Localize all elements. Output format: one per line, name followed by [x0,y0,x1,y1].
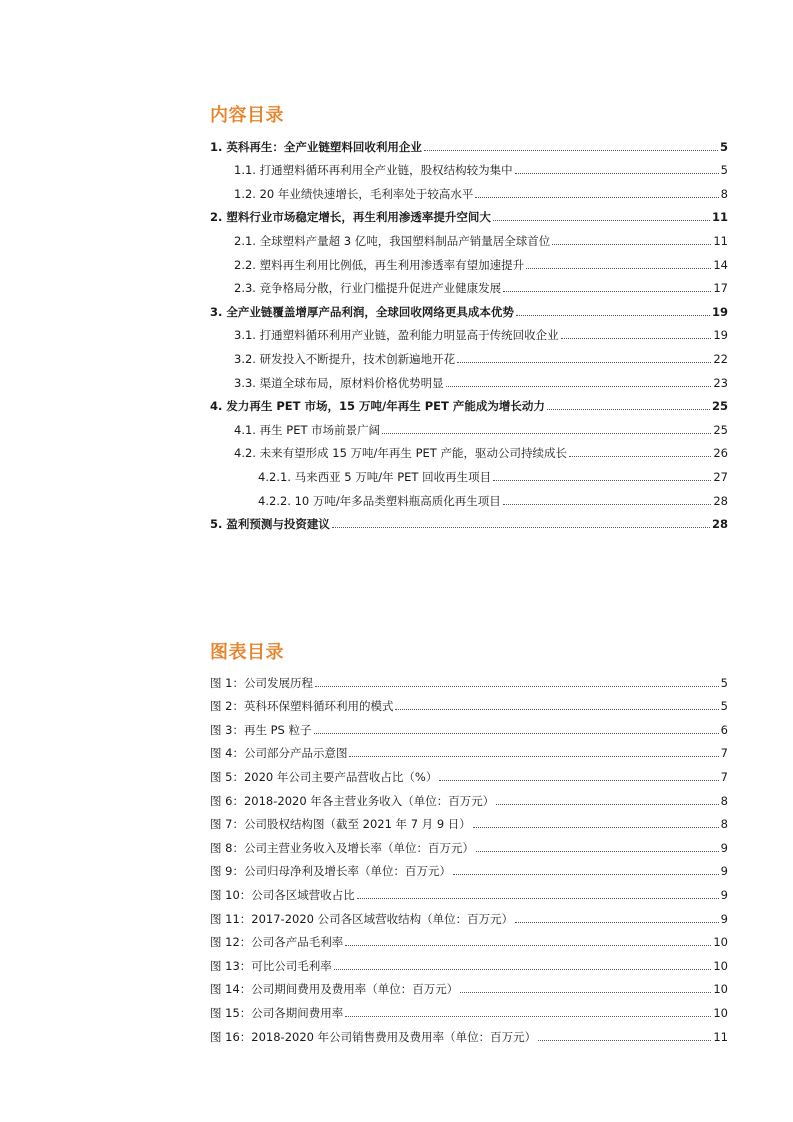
toc-entry-text: 1. 英科再生：全产业链塑料回收利用企业 [210,139,422,154]
figure-entry-text: 图 1：公司发展历程 [210,675,313,690]
dot-leader [395,709,718,710]
figure-entry[interactable] [210,949,728,973]
figure-entry-page: 6 [720,722,728,737]
figure-entry-text: 图 13：可比公司毛利率 [210,958,332,973]
figure-entry-text: 图 8：公司主营业务收入及增长率（单位：百万元） [210,840,474,855]
toc-entry-text: 4.1. 再生 PET 市场前景广阔 [234,422,381,437]
dot-leader [515,922,719,923]
dot-leader [526,268,711,269]
toc-entry-page: 11 [713,233,728,248]
dot-leader [349,756,718,757]
figure-entry[interactable] [210,737,728,761]
dot-leader [547,409,710,410]
toc-entry[interactable] [210,508,728,532]
toc-entry-text: 4.2.2. 10 万吨/年多品类塑料瓶高质化再生项目 [258,493,501,508]
dot-leader [569,456,711,457]
figure-entry-text: 图 7：公司股权结构图（截至 2021 年 7 月 9 日） [210,817,471,832]
toc-entry-text: 5. 盈利预测与投资建议 [210,517,330,532]
figure-entry[interactable] [210,973,728,997]
dot-leader [439,780,718,781]
figure-entry-page: 9 [720,840,728,855]
dot-leader [493,480,711,481]
toc-entry[interactable] [210,272,728,296]
figure-entry[interactable] [210,996,728,1020]
toc-entry[interactable] [210,342,728,366]
toc-entry[interactable] [210,460,728,484]
toc-entry-text: 3.2. 研发投入不断提升，技术创新遍地开花 [234,351,456,366]
dot-leader [332,527,710,528]
toc-entry-page: 23 [713,375,728,390]
figure-entry[interactable] [210,713,728,737]
figure-entry[interactable] [210,808,728,832]
list-of-figures [210,666,728,1044]
toc-entry-page: 27 [713,469,728,484]
toc-entry[interactable] [210,130,728,154]
figure-entry-page: 9 [720,911,728,926]
dot-leader [503,291,711,292]
figure-entry-page: 11 [713,1029,728,1044]
toc-entry-page: 5 [720,163,728,178]
dot-leader [503,504,712,505]
figure-entry-page: 5 [720,699,728,714]
toc-entry-text: 3.1. 打通塑料循环利用产业链，盈利能力明显高于传统回收企业 [234,328,559,343]
figure-entry[interactable] [210,760,728,784]
toc-entry-text: 4. 发力再生 PET 市场，15 万吨/年再生 PET 产能成为增长动力 [210,399,545,414]
figure-entry-text: 图 6：2018-2020 年各主营业务收入（单位：百万元） [210,793,495,808]
dot-leader [496,804,718,805]
toc-entry-text: 2.1. 全球塑料产量超 3 亿吨，我国塑料制品产销量居全球首位 [234,233,551,248]
toc-entry-page: 5 [719,139,728,154]
figure-entry-page: 9 [720,864,728,879]
dot-leader [538,1040,711,1041]
toc-entry-page: 25 [711,399,728,414]
toc-entry-page: 28 [713,493,728,508]
figure-entry-page: 8 [720,793,728,808]
toc-entry-page: 22 [713,351,728,366]
toc-entry-text: 4.2. 未来有望形成 15 万吨/年再生 PET 产能，驱动公司持续成长 [234,446,567,461]
figure-entry-text: 图 15：公司各期间费用率 [210,1005,344,1020]
toc-entry-text: 3. 全产业链覆盖增厚产品利润，全球回收网络更具成本优势 [210,304,514,319]
dot-leader [473,827,719,828]
figure-entry-page: 10 [713,982,728,997]
toc-entry-page: 17 [713,281,728,296]
figure-entry-text: 图 4：公司部分产品示意图 [210,746,348,761]
toc-entry[interactable] [210,224,728,248]
dot-leader [475,197,718,198]
toc-entry-text: 3.3. 渠道全球布局，原材料价格优势明显 [234,375,444,390]
dot-leader [382,433,711,434]
dot-leader [315,686,719,687]
dot-leader [552,244,711,245]
toc-entry-page: 11 [711,210,728,225]
figure-entry-page: 8 [720,817,728,832]
figure-entry[interactable] [210,855,728,879]
figure-entry-page: 10 [713,958,728,973]
figure-entry[interactable] [210,666,728,690]
toc-entry[interactable] [210,248,728,272]
toc-entry-text: 2. 塑料行业市场稳定增长，再生利用渗透率提升空间大 [210,210,491,225]
toc-entry-page: 26 [713,446,728,461]
dot-leader [345,945,711,946]
figure-entry[interactable] [210,926,728,950]
table-of-contents [210,130,728,531]
dot-leader [314,733,719,734]
figure-entry-page: 9 [720,887,728,902]
toc-entry[interactable] [210,201,728,225]
toc-entry[interactable] [210,366,728,390]
toc-entry-page: 19 [711,304,728,319]
dot-leader [334,969,712,970]
figure-entry-text: 图 14：公司期间费用及费用率（单位：百万元） [210,982,459,997]
toc-entry[interactable] [210,319,728,343]
dot-leader [446,386,712,387]
dot-leader [493,220,710,221]
toc-entry[interactable] [210,177,728,201]
toc-entry-page: 28 [711,517,728,532]
toc-entry[interactable] [210,390,728,414]
dot-leader [345,1016,711,1017]
figure-entry-page: 7 [720,769,728,784]
toc-entry-text: 2.3. 竞争格局分散，行业门槛提升促进产业健康发展 [234,281,502,296]
dot-leader [457,362,711,363]
figure-entry[interactable] [210,784,728,808]
dot-leader [357,898,719,899]
figure-entry-text: 图 10：公司各区域营收占比 [210,887,355,902]
toc-entry[interactable] [210,484,728,508]
toc-entry-page: 25 [713,422,728,437]
toc-title: 内容目录 [210,105,284,126]
figure-entry-text: 图 2：英科环保塑料循环利用的模式 [210,699,394,714]
dot-leader [460,992,711,993]
figure-list-title: 图表目录 [210,642,284,663]
dot-leader [453,874,719,875]
toc-entry-text: 2.2. 塑料再生利用比例低，再生利用渗透率有望加速提升 [234,257,525,272]
figure-entry[interactable] [210,878,728,902]
figure-entry-text: 图 16：2018-2020 年公司销售费用及费用率（单位：百万元） [210,1029,537,1044]
figure-entry[interactable] [210,1020,728,1044]
toc-entry-page: 14 [713,257,728,272]
toc-entry[interactable] [210,437,728,461]
figure-entry-text: 图 9：公司归母净利及增长率（单位：百万元） [210,864,451,879]
figure-entry-text: 图 3：再生 PS 粒子 [210,722,312,737]
figure-entry-page: 7 [720,746,728,761]
toc-entry-text: 1.1. 打通塑料循环再利用全产业链，股权结构较为集中 [234,163,513,178]
figure-entry-page: 10 [713,935,728,950]
dot-leader [476,851,719,852]
toc-entry-page: 19 [713,328,728,343]
figure-entry[interactable] [210,831,728,855]
dot-leader [561,338,712,339]
figure-entry-text: 图 12：公司各产品毛利率 [210,935,344,950]
dot-leader [516,315,710,316]
figure-entry[interactable] [210,902,728,926]
toc-entry-text: 4.2.1. 马来西亚 5 万吨/年 PET 回收再生项目 [258,469,492,484]
figure-entry-page: 10 [713,1005,728,1020]
figure-entry-page: 5 [720,675,728,690]
dot-leader [515,173,719,174]
toc-entry[interactable] [210,413,728,437]
figure-entry-text: 图 11：2017-2020 公司各区域营收结构（单位：百万元） [210,911,514,926]
toc-entry[interactable] [210,154,728,178]
toc-entry-text: 1.2. 20 年业绩快速增长，毛利率处于较高水平 [234,186,474,201]
toc-entry-page: 8 [720,186,728,201]
figure-entry[interactable] [210,690,728,714]
figure-entry-text: 图 5：2020 年公司主要产品营收占比（%） [210,769,438,784]
dot-leader [424,150,718,151]
toc-entry[interactable] [210,295,728,319]
